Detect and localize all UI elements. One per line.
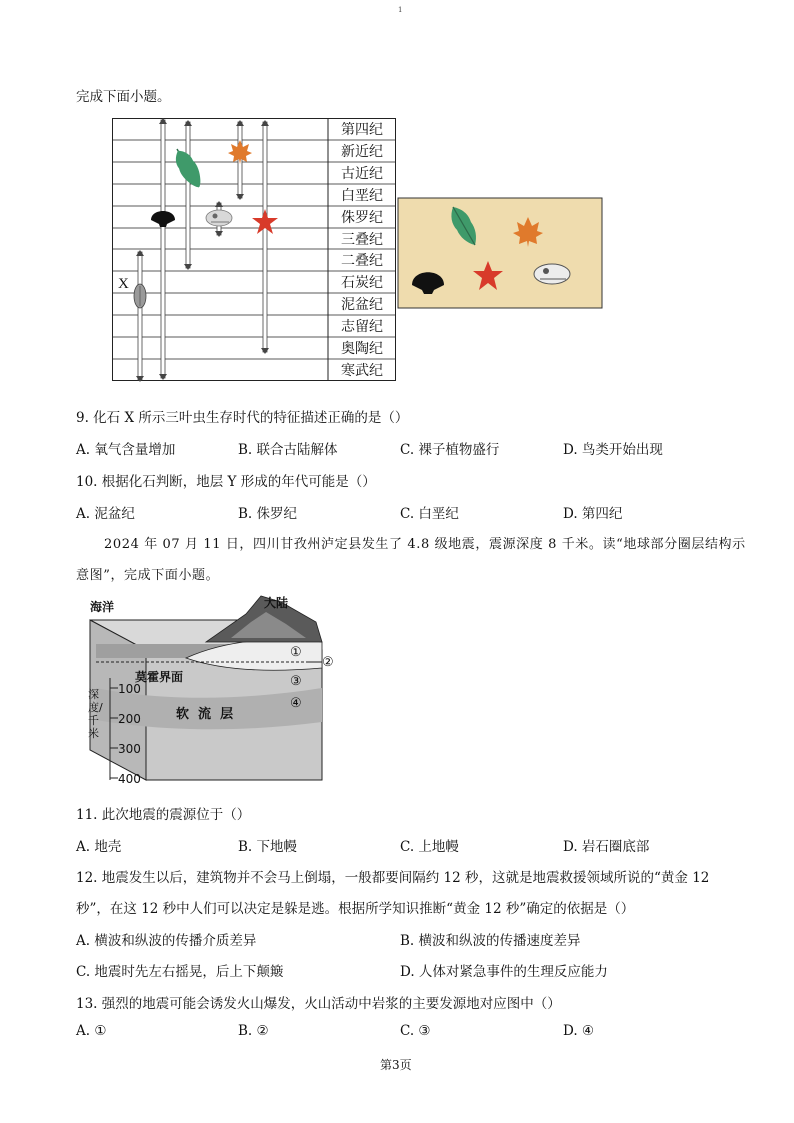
question-12-stem-line-2: 秒”，在这 12 秒中人们可以决定是躲是逃。根据所学知识推断“黄金 12 秒”确定的依据是（） — [76, 901, 635, 917]
moho-label: 莫霍界面 — [135, 670, 184, 684]
period-label: 泥盆纪 — [341, 297, 383, 313]
depth-tick-400: 400 — [118, 772, 141, 786]
intro-text: 完成下面小题。 — [76, 89, 171, 105]
marker-3: ③ — [290, 674, 302, 689]
question-12-option-b[interactable]: B. 横波和纵波的传播速度差异 — [400, 933, 581, 949]
question-10-stem: 10. 根据化石判断，地层 Y 形成的年代可能是（） — [76, 474, 376, 490]
earthquake-passage-line-1: 2024 年 07 月 11 日，四川甘孜州泸定县发生了 4.8 级地震，震源深度 8 千米。读“地球部分圈层结构示 — [104, 537, 746, 552]
earth-layer-svg — [76, 592, 346, 787]
period-label: 志留纪 — [341, 319, 383, 335]
question-11-option-d[interactable]: D. 岩石圈底部 — [563, 839, 650, 855]
question-13-option-c[interactable]: C. ③ — [400, 1023, 431, 1039]
period-label: 侏罗纪 — [341, 210, 383, 226]
question-12-stem-line-1: 12. 地震发生以后，建筑物并不会马上倒塌，一般都要间隔约 12 秒，这就是地震救援领域所说的“黄金 12 — [76, 870, 710, 886]
depth-tick-100: 100 — [118, 682, 141, 696]
question-9-option-d[interactable]: D. 鸟类开始出现 — [563, 442, 663, 458]
question-9-stem: 9. 化石 X 所示三叶虫生存时代的特征描述正确的是（） — [76, 410, 409, 426]
question-13-option-b[interactable]: B. ② — [238, 1023, 269, 1039]
continent-label: 大陆 — [264, 596, 289, 610]
scallop-shell-icon — [151, 211, 175, 227]
question-13-option-d[interactable]: D. ④ — [563, 1023, 595, 1039]
earthquake-passage-line-2: 意图”，完成下面小题。 — [76, 568, 220, 583]
panel-dinosaur-skull-icon — [534, 264, 570, 284]
period-label: 新近纪 — [341, 144, 383, 160]
question-12-option-d[interactable]: D. 人体对紧急事件的生理反应能力 — [400, 964, 608, 980]
question-9-option-a[interactable]: A. 氧气含量增加 — [76, 442, 176, 458]
earth-layer-diagram — [76, 592, 346, 787]
top-page-mark: 1 — [398, 6, 403, 14]
asthenosphere-label: 软 流 层 — [176, 707, 234, 722]
question-13-option-a[interactable]: A. ① — [76, 1023, 107, 1039]
depth-tick-300: 300 — [118, 742, 141, 756]
page-footer: 第3页 — [380, 1058, 412, 1072]
question-11-option-c[interactable]: C. 上地幔 — [400, 839, 459, 855]
period-label: 第四纪 — [341, 122, 383, 138]
period-label: 寒武纪 — [341, 363, 383, 379]
question-10-option-d[interactable]: D. 第四纪 — [563, 506, 623, 522]
question-12-option-c[interactable]: C. 地震时先左右摇晃，后上下颠簸 — [76, 964, 284, 980]
marker-1: ① — [290, 645, 302, 660]
question-10-option-a[interactable]: A. 泥盆纪 — [76, 506, 135, 522]
depth-axis-label: 深度/千米 — [88, 688, 103, 740]
period-label: 二叠纪 — [341, 253, 383, 269]
period-label: 白垩纪 — [341, 188, 383, 204]
question-10-option-b[interactable]: B. 侏罗纪 — [238, 506, 298, 522]
period-label: 石炭纪 — [341, 275, 383, 291]
question-10-option-c[interactable]: C. 白垩纪 — [400, 506, 459, 522]
dinosaur-skull-icon — [206, 210, 232, 226]
marker-2: ② — [322, 655, 334, 670]
trilobite-icon — [134, 284, 146, 308]
marker-4: ④ — [290, 696, 302, 711]
question-13-stem: 13. 强烈的地震可能会诱发火山爆发，火山活动中岩浆的主要发源地对应图中（） — [76, 996, 561, 1012]
period-label: 三叠纪 — [341, 232, 383, 248]
question-11-stem: 11. 此次地震的震源位于（） — [76, 807, 251, 823]
period-label: 奥陶纪 — [341, 341, 383, 357]
ocean-label: 海洋 — [90, 600, 115, 614]
fossil-x-label: X — [118, 276, 129, 292]
question-11-option-a[interactable]: A. 地壳 — [76, 839, 122, 855]
period-label: 古近纪 — [341, 166, 383, 182]
depth-tick-200: 200 — [118, 712, 141, 726]
question-9-option-b[interactable]: B. 联合古陆解体 — [238, 442, 338, 458]
maple-leaf-icon — [228, 140, 252, 164]
question-12-option-a[interactable]: A. 横波和纵波的传播介质差异 — [76, 933, 257, 949]
question-9-option-c[interactable]: C. 裸子植物盛行 — [400, 442, 500, 458]
question-11-option-b[interactable]: B. 下地幔 — [238, 839, 298, 855]
